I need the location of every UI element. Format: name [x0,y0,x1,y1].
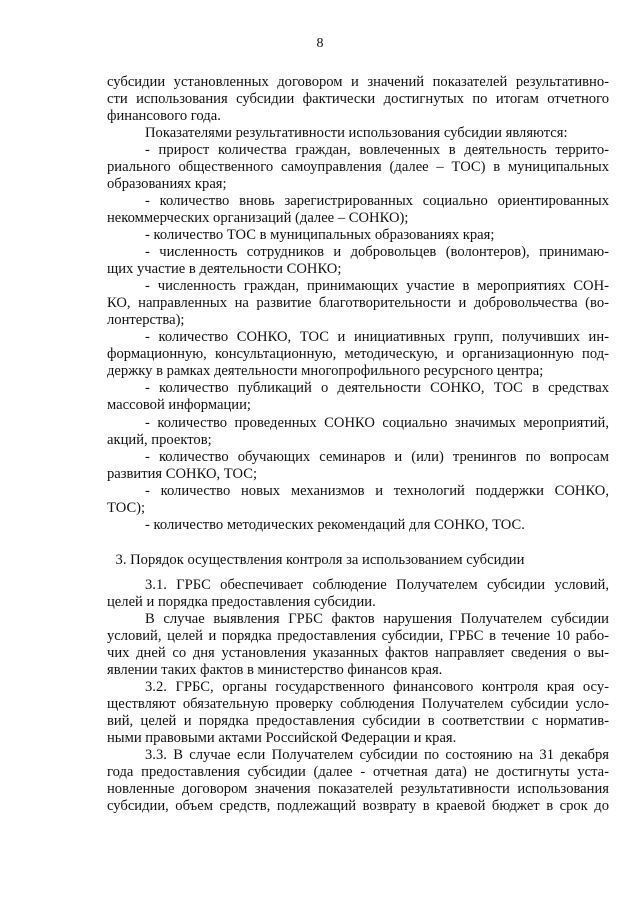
text-line: новленные договором значения показателей результативности использования [107,781,609,797]
text-line: - прирост количества граждан, вовлеченных в деятельность террито- [145,142,609,158]
text-line: - численность граждан, принимающих участие в мероприятиях СОН- [145,278,609,294]
text-line: - количество вновь зарегистрированных социально ориентированных [145,193,609,209]
text-line: субсидии установленных договором и значений показателей результативно- [107,74,609,90]
text-line: условий, целей и порядка предоставления субсидии, ГРБС в течение 10 рабо- [107,628,609,644]
text-line: формационную, консультационную, методическую, и организационную под- [107,346,609,362]
text-line: ными правовыми актами Российской Федерации и края. [107,730,457,746]
text-line: КО, направленных на развитие благотворительности и добровольчества (во- [107,295,609,311]
text-line: акций, проектов; [107,432,212,448]
text-line: - количество проведенных СОНКО социально значимых мероприятий, [145,415,609,431]
text-line: сти использования субсидии фактически достигнутых по итогам отчетного [107,91,609,107]
text-line: щих участие в деятельности СОНКО; [107,261,342,277]
text-line: 3.2. ГРБС, органы государственного финансового контроля края осу- [145,679,609,695]
text-line: - количество публикаций о деятельности СОНКО, ТОС в средствах [145,380,609,396]
text-line: - количество обучающих семинаров и (или) тренингов по вопросам [145,449,609,465]
text-line: финансового года. [107,108,221,124]
text-line: ществляют обязательную проверку соблюдения Получателем субсидии усло- [107,696,609,712]
text-line: - количество СОНКО, ТОС и инициативных групп, получивших ин- [145,329,609,345]
text-line: держку в рамках деятельности многопрофильного ресурсного центра; [107,363,544,379]
text-line: - количество ТОС в муниципальных образованиях края; [145,227,495,243]
text-line: Показателями результативности использования субсидии являются: [145,125,568,141]
text-line: вий, целей и порядка предоставления субсидии в соответствии с норматив- [107,713,609,729]
text-line: риального общественного самоуправления (далее – ТОС) в муниципальных [107,159,609,175]
text-line: массовой информации; [107,397,251,413]
text-line: явлении таких фактов в министерство финансов края. [107,662,443,678]
text-line: - численность сотрудников и добровольцев (волонтеров), принимаю- [145,244,609,260]
text-line: некоммерческих организаций (далее – СОНКО); [107,210,409,226]
text-line: развития СОНКО, ТОС; [107,466,258,482]
text-line: субсидии, объем средств, подлежащий возврату в краевой бюджет в срок до [107,798,609,814]
text-line: 3.1. ГРБС обеспечивает соблюдение Получателем субсидии условий, [145,577,609,593]
text-line: В случае выявления ГРБС фактов нарушения Получателем субсидии [145,611,609,627]
text-line: лонтерства); [107,312,185,328]
text-line: 3.3. В случае если Получателем субсидии по состоянию на 31 декабря [145,747,609,763]
text-line: целей и порядка предоставления субсидии. [107,594,376,610]
text-line: чих дней со дня установления указанных фактов направляет сведения о вы- [107,645,609,661]
text-line: - количество новых механизмов и технологий поддержки СОНКО, [145,483,609,499]
text-line: образованиях края; [107,176,227,192]
page-number: 8 [316,36,324,51]
text-line: - количество методических рекомендаций для СОНКО, ТОС. [145,517,525,533]
section-heading: 3. Порядок осуществления контроля за использованием субсидии [115,552,525,568]
text-line: года предоставления субсидии (далее - отчетная дата) не достигнуты уста- [107,764,609,780]
text-line: ТОС); [107,500,146,516]
